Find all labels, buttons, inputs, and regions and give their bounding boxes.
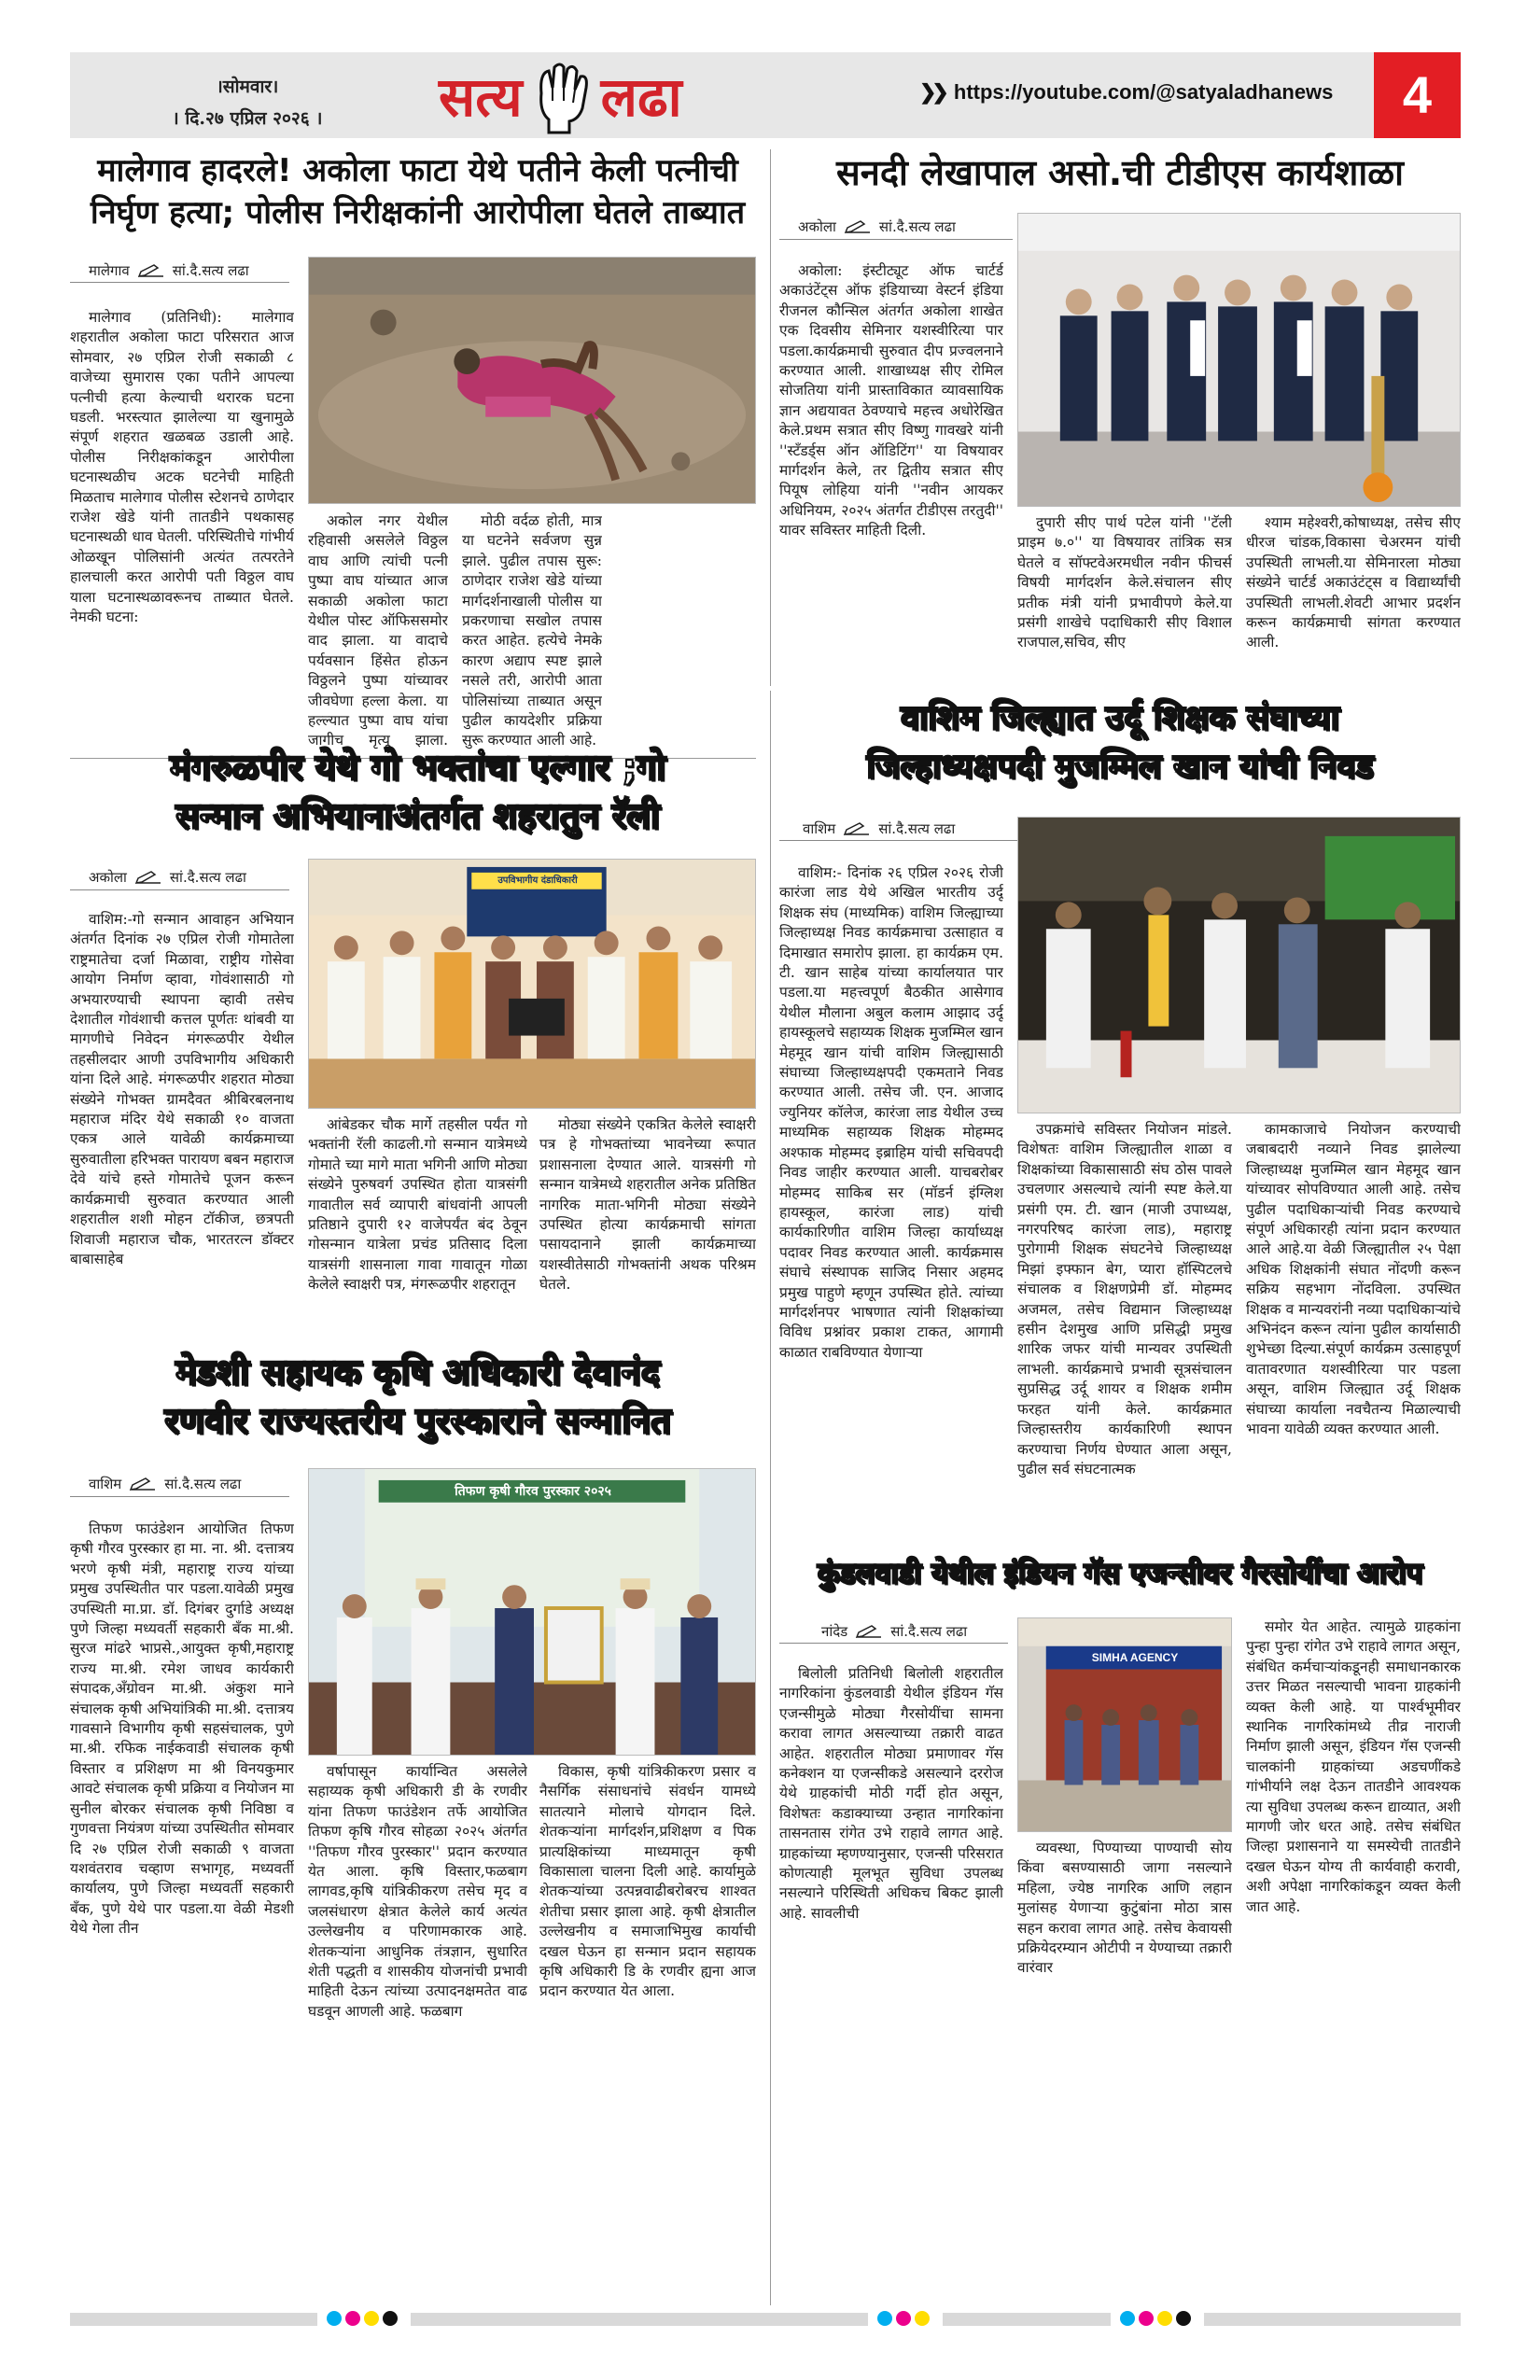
double-chevron-right-icon: ❯❯ bbox=[919, 80, 945, 104]
urdu-body-col2: उपक्रमांचे सविस्तर नियोजन मांडले. विशेषतः वाशिम जिल्ह्यातील शाळा व शिक्षकांच्या विकासासाठी संघ ठोस पावले उचलणार असल्याचे त्यांनी स्पष्ट केले.या प्रसंगी एम. टी. खान (माजी उपाध्यक्ष, नगरपरिषद कारंजा लाड), महाराष्ट्र पुरोगामी शिक्षक संघटनेचे जिल्हाध्यक्ष मिझां इफ्फान बेग, प्यारा हॉस्पिटलचे संचालक व शिक्षणप्रेमी डॉ. मोहम्मद अजमल, तसेच विद्यमान जिल्हाध्यक्ष हसीन देशमुख आणि प्रसिद्धी प्रमुख शारिक जफर यांची मान्यवर उपस्थिती लाभली. कार्यक्रमाचे प्रभावी सूत्रसंचालन सुप्रसिद्ध उर्दू शायर व शिक्षक शमीम फरहत यांनी केले. कार्यक्रमात जिल्हास्तरीय कार्यकारिणी स्थापन करण्याचा निर्णय घेण्यात आला असून, पुढील सर्व संघटनात्मक bbox=[1017, 1121, 1232, 1477]
malegaon-crime-scene-photo bbox=[308, 257, 756, 504]
footer-bar bbox=[1204, 2313, 1461, 2326]
gau-body-col2: आंबेडकर चौक मार्गे तहसील पर्यंत गो भक्तांनी रॅली काढली.गो सन्मान यात्रेमध्ये गोमाते च्या मागे माता भगिनी आणि मोठ्या संख्येने पुरुषवर्ग उपस्थित होता यात्रसंगी गावातील सर्व व्यापारी बांधवांनी आपली प्रतिष्ठाने दुपारी १२ वाजेपर्यंत बंद ठेवून गोसन्मान यात्रेला प्रचंड प्रतिसाद दिला यात्रसंगी शासनाला गावा गावातून गोळा केलेले स्वाक्षरी पत्र, मंगरूळपीर शहरातून bbox=[308, 1116, 527, 1294]
urdu-headline-1: वाशिम जिल्ह्यात उर्दू शिक्षक संघाच्या bbox=[900, 699, 1340, 737]
mehdshi-headline-2: रणवीर राज्यस्तरीय पुरस्काराने सन्मानित bbox=[164, 1400, 671, 1441]
dateline-byline: सां.दै.सत्य लढा bbox=[169, 869, 246, 886]
masthead-date: । दि.२७ एप्रिल २०२६ । bbox=[172, 108, 323, 129]
gas-body-col3: समोर येत आहेत. त्यामुळे ग्राहकांना पुन्हा पुन्हा रांगेत उभे राहावे लागत असून, संबंधित कर्मचाऱ्यांकडूनही समाधानकारक उत्तर मिळत नसल्याची भावना ग्राहकांनी व्यक्त केली आहे. या पार्श्वभूमीवर स्थानिक नागरिकांमध्ये तीव्र नाराजी निर्माण झाली असून, इंडियन गॅस एजन्सी चालकांनी ग्राहकांच्या अडचणींकडे गांभीर्याने लक्ष देऊन तातडीने आवश्यक त्या सुविधा उपलब्ध करून द्याव्यात, अशी मागणी जोर धरत आहे. तसेच संबंधित जिल्हा प्रशासनाने या समस्येची तातडीने दखल घेऊन योग्य ती कार्यवाही करावी, अशी अपेक्षा नागरिकांकडून व्यक्त केली जात आहे. bbox=[1246, 1618, 1461, 1915]
dateline-place: नांदेड bbox=[821, 1623, 848, 1640]
footer-bar bbox=[943, 2313, 1111, 2326]
dateline-byline: सां.दै.सत्य लढा bbox=[164, 1476, 242, 1492]
urdu-body-col1: वाशिम:- दिनांक २६ एप्रिल २०२६ रोजी कारंजा लाड येथे अखिल भारतीय उर्दू शिक्षक संघ (माध्यमिक) वाशिम जिल्ह्याच्या जिल्हाध्यक्ष निवड कार्यक्रमाचा उत्साहात व दिमाखात समारोप झाला. हा कार्यक्रम एम. टी. खान साहेब यांच्या कार्यालयात पार पडला.या महत्त्वपूर्ण बैठकीत आसेगाव येथील मौलाना अबुल कलाम आझाद उर्दू हायस्कूलचे सहाय्यक शिक्षक मुजम्मिल खान मेहमूद खान यांची वाशिम जिल्ह्यासाठी संघाच्या जिल्हाध्यक्षपदी एकमताने निवड करण्यात आली. तसेच जी. एन. आजाद ज्युनियर कॉलेज, कारंजा लाड येथील उच्च माध्यमिक सहाय्यक शिक्षक मोहम्मद अश्फाक मोहम्मद इब्राहिम यांची सचिवपदी निवड जाहीर करण्यात आली. याचबरोबर मोहम्मद साकिब सर (मॉडर्न इंग्लिश हायस्कूल, कारंजा लाड) यांची कार्यकारिणीत वाशिम जिल्हा कार्याध्यक्ष पदावर निवड करण्यात आली. कार्यक्रमास संघाचे संस्थापक साजिद निसार अहमद प्रमुख पाहुणे म्हणून उपस्थित होते. त्यांच्या मार्गदर्शनपर भाषणात त्यांनी शिक्षकांच्या विविध प्रश्नांवर प्रकाश टाकत, आगामी काळात राबविण्यात येणाऱ्या bbox=[779, 864, 1003, 1361]
yellow-dot bbox=[915, 2311, 930, 2326]
column-divider bbox=[770, 149, 771, 686]
urdu-dateline bbox=[803, 819, 955, 838]
black-dot bbox=[383, 2311, 398, 2326]
malegaon-body-col2: अकोल नगर येथील रहिवासी असलेले विठ्ठल वाघ आणि त्यांची पत्नी पुष्पा वाघ यांच्यात आज सकाळी अकोला फाटा येथील पोस्ट ऑफिससमोर वाद झाला. या वादाचे पर्यवसान हिंसेत होऊन विठ्ठलने पुष्पा यांच्यावर जीवघेणा हल्ला केला. या हल्ल्यात पुष्पा वाघ यांचा जागीच मृत्यू झाला. bbox=[308, 512, 448, 749]
gau-headline-1: मंगरुळपीर येथे गो भक्तांचा एल्गार ;गो bbox=[169, 747, 666, 788]
gas-headline: कुंडलवाडी येथील इंडियन गॅस एजन्सीवर गैरसोयींचा आरोप bbox=[817, 1557, 1423, 1590]
gas-body-col1: बिलोली प्रतिनिधी बिलोली शहरातील नागरिकांना कुंडलवाडी येथील इंडियन गॅस एजन्सीमुळे मोठ्या गैरसोयींचा सामना करावा लागत असल्याच्या तक्रारी वाढत आहेत. शहरातील मोठ्या प्रमाणावर गॅस कनेक्शन या एजन्सीकडे असल्याने दररोज येथे ग्राहकांची मोठी गर्दी होत असून, विशेषतः कडाक्याच्या उन्हात नागरिकांना तासनतास रांगेत उभे राहावे लागत आहे. ग्राहकांच्या म्हणण्यानुसार, एजन्सी परिसरात कोणत्याही मूलभूत सुविधा उपलब्ध नसल्याने परिस्थिती अधिकच बिकट झाली आहे. सावलीची bbox=[779, 1665, 1003, 1922]
footer-bar bbox=[70, 2313, 317, 2326]
gau-body-col1: वाशिम:-गो सन्मान आवाहन अभियान अंतर्गत दिनांक २७ एप्रिल रोजी गोमातेला राष्ट्रमातेचा दर्जा मिळावा, राष्ट्रीय गोसेवा आयोग निर्माण व्हावा, गोवंशासाठी गो अभयारण्याची स्थापना व्हावी तसेच देशातील गोवंशाची कत्तल पूर्णतः थांबवी या मागणीचे निवेदन मंगरूळपीर येथील तहसीलदार आणी उपविभागीय अधिकारी यांना दिले आहे. मंगरूळपीर शहरात मोठ्या संख्येने गोभक्त ग्रामदैवत श्रीबिरबलनाथ महाराज मंदिर येथे सकाळी १० वाजता एकत्र आले यावेळी कार्यक्रमाच्या सुरुवातीला हरिभक्त पारायण बबन महाराज देवे यांचे हस्ते गोमातेचे पूजन करून कार्यक्रमाची सुरुवात करण्यात आली शहरातील शशी मोहन टॉकीज, छत्रपती शिवाजी महाराज चौक, भारतरत्न डॉक्टर बाबासाहेब bbox=[70, 911, 294, 1267]
urdu-felicitation-photo bbox=[1017, 817, 1461, 1113]
mehdshi-headline-1: मेडशी सहायक कृषि अधिकारी देवानंद bbox=[175, 1351, 660, 1393]
mehdshi-body-col1: तिफण फाउंडेशन आयोजित तिफण कृषी गौरव पुरस्कार हा मा. ना. श्री. दत्तात्रय भरणे कृषी मंत्री, महाराष्ट्र राज्य यांच्या प्रमुख उपस्थितीत पार पडला.यावेळी प्रमुख उपस्थिती मा.प्रा. डॉ. दिगंबर दुर्गाडे अध्यक्ष पुणे जिल्हा मध्यवर्ती सहकारी बँक मा.श्री. सुरज मांढरे भाप्रसे.,आयुक्त कृषी,महाराष्ट्र राज्य मा.श्री. रमेश जाधव कार्यकारी संपादक,अँग्रोवन मा.श्री. अंकुश माने संचालक कृषी अभियांत्रिकी मा.श्री. दत्तात्रय गावसाने विभागीय कृषी सहसंचालक, पुणे मा.श्री. रफिक नाईकवाडी संचालक कृषी विस्तार व प्रशिक्षण मा श्री विनयकुमार आवटे संचालक कृषी प्रक्रिया व नियोजन मा सुनील बोरकर संचालक कृषी निविष्ठा व गुणवत्ता नियंत्रण यांच्या उपस्थितीत सोमवार दि २७ एप्रिल रोजी सकाळी ९ वाजता यशवंतराव चव्हाण सभागृह, मध्यवर्ती कार्यालय, पुणे जिल्हा मध्यवर्ती सहकारी बँक, पुणे येथे पार पडला.या वेळी मेडशी येथे गेला तीन bbox=[70, 1520, 294, 1938]
magenta-dot bbox=[345, 2311, 360, 2326]
dateline-underline bbox=[779, 239, 1013, 240]
tds-body-col1: अकोला: इंस्टीट्यूट ऑफ चार्टर्ड अकाउंटेंट्स ऑफ इंडियाच्या वेस्टर्न इंडिया रीजनल कौन्सिल अंतर्गत अकोला शाखेत एक दिवसीय सेमिनार यशस्वीरित्या पार पडला.कार्यक्रमाची सुरुवात दीप प्रज्वलनाने करण्यात आली. शाखाध्यक्ष सीए रोमिल सोजतिया यांनी प्रास्ताविकात व्यावसायिक ज्ञान अद्ययावत ठेवण्याचे महत्त्व अधोरेखित केले.प्रथम सत्रात सीए विष्णु गावखरे यांनी ''स्टँडर्ड्स ऑन ऑडिटिंग'' या विषयावर मार्गदर्शन केले, तर द्वितीय सत्रात सीए पियूष लोहिया यांनी ''नवीन आयकर अधिनियम, २०२५ अंतर्गत टीडीएस तरतुदी'' यावर सविस्तर माहिती दिली. bbox=[779, 262, 1003, 539]
yellow-dot bbox=[364, 2311, 379, 2326]
magenta-dot bbox=[1139, 2311, 1154, 2326]
gas-agency-photo bbox=[1017, 1617, 1232, 1832]
pen-icon bbox=[844, 219, 872, 234]
magenta-dot bbox=[896, 2311, 911, 2326]
dateline-place: वाशिम bbox=[89, 1476, 122, 1492]
mehdshi-award-banner: तिफण कृषी गौरव पुरस्कार २०२५ bbox=[455, 1484, 611, 1499]
gas-body-col2: व्यवस्था, पिण्याच्या पाण्याची सोय किंवा बसण्यासाठी जागा नसल्याने महिला, ज्येष्ठ नागरिक आणि लहान मुलांसह येणाऱ्या कुटुंबांना मोठा त्रास सहन करावा लागत आहे. तसेच केवायसी प्रक्रियेदरम्यान ओटीपी न येण्याच्या तक्रारी वारंवार bbox=[1017, 1840, 1232, 1977]
yellow-dot bbox=[1157, 2311, 1172, 2326]
color-registration-marks bbox=[327, 2311, 398, 2326]
tds-workshop-photo bbox=[1017, 213, 1461, 507]
dateline-place: अकोला bbox=[798, 218, 836, 235]
mehdshi-body-col3: विकास, कृषी यांत्रिकीकरण प्रसार व नैसर्गिक संसाधनांचे संवर्धन यामध्ये सातत्याने मोलाचे योगदान दिले. शेतकऱ्यांना मार्गदर्शन,प्रशिक्षण व पिक प्रात्यक्षिकांच्या माध्यमातून कृषी विकासाला चालना दिली आहे. कार्यामुळे शेतकऱ्यांच्या उत्पन्नवाढीबरोबरच शाश्वत शेतीचा प्रसार झाला आहे. कृषी क्षेत्रातील उल्लेखनीय व समाजाभिमुख कार्याची दखल घेऊन हा सन्मान प्रदान सहायक कृषि अधिकारी डि के रणवीर ह्यना आज प्रदान करण्यात येत आला. bbox=[539, 1763, 756, 2000]
malegaon-dateline bbox=[89, 261, 249, 280]
youtube-link[interactable] bbox=[919, 80, 1333, 105]
pen-icon bbox=[134, 870, 162, 885]
masthead-day: ।सोमवार। bbox=[216, 77, 279, 97]
dateline-underline bbox=[70, 282, 289, 283]
youtube-url: https://youtube.com/@satyaladhanews bbox=[953, 80, 1334, 104]
tds-headline: सनदी लेखापाल असो.ची टीडीएस कार्यशाळा bbox=[836, 152, 1404, 193]
dateline-place: मालेगाव bbox=[89, 262, 130, 279]
gau-body-col3: मोठ्या संख्येने एकत्रित केलेले स्वाक्षरी पत्र हे गोभक्तांच्या भावनेच्या रूपात प्रशासनाला देण्यात आले. यात्रसंगी गो सन्मान यात्रेमध्ये शहरातील अनेक प्रतिष्ठित नागरिक माता-भगिनी मोठ्या संख्येने उपस्थित होत्या कार्यक्रमाची सांगता पसायदानाने झाली कार्यक्रमाच्या यशस्वीतेसाठी गोभक्तांनी अथक परिश्रम घेतले. bbox=[539, 1116, 756, 1294]
malegaon-headline-1: मालेगाव हादरले! अकोला फाटा येथे पतीने केली पत्नीची bbox=[97, 152, 738, 189]
logo-word-right: लढा bbox=[600, 65, 682, 129]
dateline-underline bbox=[779, 1643, 1008, 1644]
black-dot bbox=[1176, 2311, 1191, 2326]
footer-bar bbox=[411, 2313, 868, 2326]
malegaon-headline-2: निर्घृण हत्या; पोलीस निरीक्षकांनी आरोपीला घेतले ताब्यात bbox=[90, 194, 746, 231]
gau-rally-photo bbox=[308, 859, 756, 1109]
pen-icon bbox=[137, 263, 165, 278]
urdu-headline-2: जिल्हाध्यक्षपदी मुजम्मिल खान यांची निवड bbox=[866, 748, 1374, 786]
dateline-byline: सां.दै.सत्य लढा bbox=[172, 262, 249, 279]
dateline-underline bbox=[70, 1496, 289, 1497]
gas-agency-sign: SIMHA AGENCY bbox=[1091, 1651, 1179, 1664]
gau-office-banner: उपविभागीय दंडाधिकारी bbox=[497, 875, 578, 886]
dateline-underline bbox=[70, 889, 289, 890]
dateline-byline: सां.दै.सत्य लढा bbox=[878, 820, 956, 837]
pen-icon bbox=[129, 1477, 157, 1491]
pen-icon bbox=[855, 1624, 883, 1639]
mehdshi-award-photo bbox=[308, 1468, 756, 1756]
malegaon-body-col1: मालेगाव (प्रतिनिधी): मालेगाव शहरातील अकोला फाटा परिसरात आज सोमवार, २७ एप्रिल रोजी सकाळी ८ वाजेच्या सुमारास एका पतीने आपल्या पत्नीची हत्या केल्याची थरारक घटना घडली. भरस्त्यात झालेल्या या खुनामुळे संपूर्ण शहरात खळबळ उडाली आहे. पोलीस निरीक्षकांकडून आरोपीला घटनास्थळीच अटक घटनेची माहिती मिळताच मालेगाव पोलीस स्टेशनचे ठाणेदार राजेश खेडे यांनी तातडीने पथकासह घटनास्थळी धाव घेतली. परिस्थितीचे गांभीर्य ओळखून पोलिसांनी अत्यंत तत्परतेने हालचाली करत आरोपी पती विठ्ठल वाघ याला घटनास्थळावरूनच ताब्यात घेतले. नेमकी घटना: bbox=[70, 309, 294, 626]
logo-word-left: सत्य bbox=[439, 65, 523, 129]
gas-dateline bbox=[821, 1622, 967, 1641]
pen-icon bbox=[843, 821, 871, 836]
page-number-badge: 4 bbox=[1374, 52, 1461, 138]
mehdshi-dateline bbox=[89, 1475, 241, 1493]
cyan-dot bbox=[327, 2311, 342, 2326]
mehdshi-body-col2: वर्षापासून कार्यान्वित असलेले सहाय्यक कृषी अधिकारी डी के रणवीर यांना तिफण फाउंडेशन तर्फे आयोजित तिफण कृषि गौरव सोहळा २०२५ अंतर्गत ''तिफण गौरव पुरस्कार'' प्रदान करण्यात येत आला. कृषि विस्तार,फळबाग लागवड,कृषि यांत्रिकीकरण तसेच मृद व जलसंधारण क्षेत्रात केलेले कार्य अत्यंत उल्लेखनीय व परिणामकारक आहे. शेतकऱ्यांना आधुनिक तंत्रज्ञान, सुधारित शेती पद्धती व शासकीय योजनांची प्रभावी माहिती देऊन त्यांच्या उत्पादनक्षमतेत वाढ घडवून आणली आहे. फळबाग bbox=[308, 1763, 527, 2020]
newspaper-logo bbox=[439, 56, 682, 138]
dateline-byline: सां.दै.सत्य लढा bbox=[890, 1623, 968, 1640]
tds-dateline bbox=[798, 217, 956, 236]
malegaon-body-col3: मोठी वर्दळ होती, मात्र या घटनेने सर्वजण सुन्न झाले. पुढील तपास सुरू: ठाणेदार राजेश खेडे यांच्या मार्गदर्शनाखाली पोलीस या प्रकरणाचा सखोल तपास करत आहेत. हत्येचे नेमके कारण अद्याप स्पष्ट झाले नसले तरी, आरोपी आता पोलिसांच्या ताब्यात असून पुढील कायदेशीर प्रक्रिया सुरू करण्यात आली आहे. bbox=[462, 512, 602, 749]
tds-body-col2: दुपारी सीए पार्थ पटेल यांनी ''टॅली प्राइम ७.०'' या विषयावर तांत्रिक सत्र घेतले व सॉफ्टवेअरमधील नवीन फीचर्स विषयी मार्गदर्शन केले.संचालन सीए प्रतीक मंत्री यांनी प्रभावीपणे केले.या प्रसंगी शाखेचे पदाधिकारी सीए विशाल राजपाल,सचिव, सीए bbox=[1017, 514, 1232, 651]
dateline-underline bbox=[779, 840, 1017, 841]
column-divider bbox=[770, 691, 771, 2305]
cyan-dot bbox=[877, 2311, 892, 2326]
masthead-date-block bbox=[154, 71, 341, 134]
color-registration-marks bbox=[1120, 2311, 1191, 2326]
gau-dateline bbox=[89, 868, 246, 887]
cyan-dot bbox=[1120, 2311, 1135, 2326]
tds-body-col3: श्याम महेश्वरी,कोषाध्यक्ष, तसेच सीए धीरज चांडक,विकासा चेअरमन यांची उपस्थिती लाभली.या सेमिनारला मोठ्या संख्येने चार्टर्ड अकाउंटंट्स व विद्यार्थ्यांची उपस्थिती लाभली.शेवटी आभार प्रदर्शन करून कार्यक्रमाची सांगता करण्यात आली. bbox=[1246, 514, 1461, 651]
urdu-body-col3: कामकाजाचे नियोजन करण्याची जबाबदारी नव्याने निवड झालेल्या जिल्हाध्यक्ष मुजम्मिल खान मेहमूद खान यांच्यावर सोपविण्यात आली आहे. तसेच पुढील पदाधिकाऱ्यांची निवड करण्याचे संपूर्ण अधिकारही त्यांना प्रदान करण्यात आले आहे.या वेळी जिल्ह्यातील २५ पेक्षा अधिक शिक्षकांनी संघात नोंदणी करून सक्रिय सहभाग नोंदविला. उपस्थित शिक्षक व मान्यवरांनी नव्या पदाधिकाऱ्यांचे अभिनंदन करून त्यांना पुढील कार्यासाठी शुभेच्छा दिल्या.संपूर्ण कार्यक्रम उत्साहपूर्ण वातावरणात यशस्वीरित्या पार पडला असून, वाशिम जिल्ह्यात उर्दू शिक्षक संघाच्या कार्याला नवचैतन्य मिळाल्याची भावना यावेळी व्यक्त करण्यात आली. bbox=[1246, 1121, 1461, 1438]
color-registration-marks bbox=[877, 2311, 930, 2326]
dateline-byline: सां.दै.सत्य लढा bbox=[878, 218, 956, 235]
dateline-place: अकोला bbox=[89, 869, 127, 886]
dateline-place: वाशिम bbox=[803, 820, 836, 837]
raised-fist-icon bbox=[528, 60, 595, 134]
gau-headline-2: सन्मान अभियानाअंतर्गत शहरातुन रॅली bbox=[175, 795, 660, 836]
